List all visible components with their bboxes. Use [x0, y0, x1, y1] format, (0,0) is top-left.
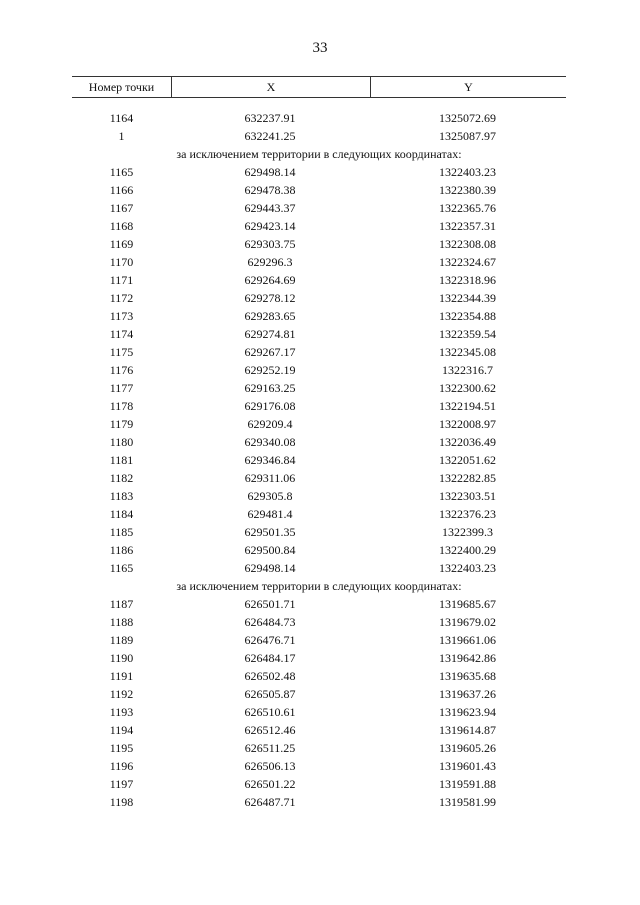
table-row: [72, 613, 566, 631]
x-coordinate-cell: 629278.12: [244, 291, 296, 305]
x-coordinate-cell: 629296.3: [247, 255, 293, 269]
point-number-cell: 1191: [109, 669, 134, 683]
point-number-cell: 1172: [109, 291, 134, 305]
table-row: [72, 595, 566, 613]
point-number-cell: 1: [118, 129, 125, 143]
y-coordinate-cell: 1325072.69: [439, 111, 496, 125]
y-coordinate-cell: 1322376.23: [439, 507, 496, 521]
y-coordinate-cell: 1322400.29: [439, 543, 496, 557]
x-coordinate-cell: 629423.14: [244, 219, 296, 233]
y-coordinate-cell: 1319623.94: [439, 705, 496, 719]
x-coordinate-cell: 629501.35: [244, 525, 296, 539]
x-coordinate-cell: 629311.06: [244, 471, 296, 485]
y-coordinate-cell: 1322316.7: [442, 363, 493, 377]
table-row: [72, 343, 566, 361]
y-coordinate-cell: 1319614.87: [439, 723, 496, 737]
y-coordinate-cell: 1322380.39: [439, 183, 496, 197]
y-coordinate-cell: 1319685.67: [439, 597, 496, 611]
y-coordinate-cell: 1322194.51: [439, 399, 496, 413]
y-coordinate-cell: 1319591.88: [439, 777, 496, 791]
x-coordinate-cell: 626501.71: [244, 597, 296, 611]
table-row: [72, 685, 566, 703]
x-coordinate-cell: 629283.65: [244, 309, 296, 323]
point-number-cell: 1185: [109, 525, 134, 539]
point-number-cell: 1175: [109, 345, 134, 359]
x-coordinate-cell: 629267.17: [244, 345, 296, 359]
x-coordinate-cell: 626476.71: [244, 633, 296, 647]
column-header-x: X: [172, 77, 371, 97]
table-row: [72, 325, 566, 343]
point-number-cell: 1196: [109, 759, 134, 773]
x-coordinate-cell: 626506.13: [244, 759, 296, 773]
point-number-cell: 1164: [109, 111, 134, 125]
point-number-cell: 1186: [109, 543, 134, 557]
table-row: [72, 667, 566, 685]
table-row: [72, 127, 566, 145]
y-coordinate-cell: 1322403.23: [439, 561, 496, 575]
point-number-cell: 1177: [109, 381, 134, 395]
point-number-cell: 1188: [109, 615, 134, 629]
y-coordinate-cell: 1322300.62: [439, 381, 496, 395]
table-row: [72, 271, 566, 289]
table-row: [72, 163, 566, 181]
point-number-cell: 1176: [109, 363, 134, 377]
table-row: [72, 487, 566, 505]
y-coordinate-cell: 1322308.08: [439, 237, 496, 251]
table-row: [72, 181, 566, 199]
point-number-cell: 1173: [109, 309, 134, 323]
y-coordinate-cell: 1319661.06: [439, 633, 496, 647]
x-coordinate-cell: 626487.71: [244, 795, 296, 809]
y-coordinate-cell: 1322357.31: [439, 219, 496, 233]
table-row: [72, 217, 566, 235]
x-coordinate-cell: 626511.25: [244, 741, 296, 755]
x-coordinate-cell: 629176.08: [244, 399, 296, 413]
table-row: [72, 361, 566, 379]
table-row: [72, 775, 566, 793]
y-coordinate-cell: 1322359.54: [439, 327, 496, 341]
point-number-cell: 1184: [109, 507, 134, 521]
y-coordinate-cell: 1319581.99: [439, 795, 496, 809]
table-row: [72, 649, 566, 667]
y-coordinate-cell: 1322403.23: [439, 165, 496, 179]
x-coordinate-cell: 629443.37: [244, 201, 296, 215]
table-row: [72, 721, 566, 739]
y-coordinate-cell: 1322399.3: [442, 525, 493, 539]
y-coordinate-cell: 1319601.43: [439, 759, 496, 773]
x-coordinate-cell: 629498.14: [244, 561, 296, 575]
y-coordinate-cell: 1325087.97: [439, 129, 496, 143]
x-coordinate-cell: 632237.91: [244, 111, 296, 125]
table-row: [72, 253, 566, 271]
table-row: [72, 379, 566, 397]
x-coordinate-cell: 626505.87: [244, 687, 296, 701]
point-number-cell: 1182: [109, 471, 134, 485]
x-coordinate-cell: 626510.61: [244, 705, 296, 719]
point-number-cell: 1174: [109, 327, 134, 341]
x-coordinate-cell: 629252.19: [244, 363, 296, 377]
table-row: [72, 469, 566, 487]
point-number-cell: 1169: [109, 237, 134, 251]
point-number-cell: 1183: [109, 489, 134, 503]
y-coordinate-cell: 1322282.85: [439, 471, 496, 485]
point-number-cell: 1179: [109, 417, 134, 431]
point-number-cell: 1178: [109, 399, 134, 413]
point-number-cell: 1189: [109, 633, 134, 647]
point-number-cell: 1170: [109, 255, 134, 269]
column-header-y: Y: [464, 80, 473, 94]
column-header-point-number: Номер точки: [72, 77, 172, 97]
table-row: [72, 307, 566, 325]
y-coordinate-cell: 1322008.97: [439, 417, 496, 431]
y-coordinate-cell: 1319605.26: [439, 741, 496, 755]
point-number-cell: 1194: [109, 723, 134, 737]
x-coordinate-cell: 626484.17: [244, 651, 296, 665]
y-coordinate-cell: 1322051.62: [439, 453, 496, 467]
point-number-cell: 1192: [109, 687, 134, 701]
point-number-cell: 1171: [109, 273, 134, 287]
table-row: [72, 793, 566, 811]
point-number-cell: 1187: [109, 597, 134, 611]
table-body: [72, 109, 566, 811]
y-coordinate-cell: 1322345.08: [439, 345, 496, 359]
table-row: [72, 451, 566, 469]
exclusion-note: за исключением территории в следующих координатах:: [176, 579, 462, 593]
point-number-cell: 1195: [109, 741, 134, 755]
y-coordinate-cell: 1319679.02: [439, 615, 496, 629]
x-coordinate-cell: 629305.8: [247, 489, 293, 503]
exclusion-note: за исключением территории в следующих координатах:: [176, 147, 462, 161]
x-coordinate-cell: 629340.08: [244, 435, 296, 449]
x-coordinate-cell: 629500.84: [244, 543, 296, 557]
x-coordinate-cell: 629209.4: [247, 417, 293, 431]
x-coordinate-cell: 629478.38: [244, 183, 296, 197]
point-number-cell: 1198: [109, 795, 134, 809]
point-number-cell: 1190: [109, 651, 134, 665]
x-coordinate-cell: 629346.84: [244, 453, 296, 467]
y-coordinate-cell: 1322036.49: [439, 435, 496, 449]
point-number-cell: 1165: [109, 561, 134, 575]
point-number-cell: 1167: [109, 201, 134, 215]
y-coordinate-cell: 1319635.68: [439, 669, 496, 683]
x-coordinate-cell: 629274.81: [244, 327, 296, 341]
x-coordinate-cell: 626512.46: [244, 723, 296, 737]
table-row: [72, 235, 566, 253]
point-number-cell: 1166: [109, 183, 134, 197]
table-row: [72, 523, 566, 541]
table-row: [72, 109, 566, 127]
table-row: [72, 397, 566, 415]
x-coordinate-cell: 626484.73: [244, 615, 296, 629]
table-header: [72, 76, 566, 98]
table-row: [72, 541, 566, 559]
y-coordinate-cell: 1322303.51: [439, 489, 496, 503]
table-row: [72, 559, 566, 577]
y-coordinate-cell: 1319642.86: [439, 651, 496, 665]
x-coordinate-cell: 629264.69: [244, 273, 296, 287]
table-row: [72, 757, 566, 775]
table-row: [72, 415, 566, 433]
y-coordinate-cell: 1322365.76: [439, 201, 496, 215]
y-coordinate-cell: 1319637.26: [439, 687, 496, 701]
x-coordinate-cell: 632241.25: [244, 129, 296, 143]
table-row: [72, 739, 566, 757]
table-row: [72, 703, 566, 721]
point-number-cell: 1181: [109, 453, 134, 467]
table-note-row: [72, 145, 566, 163]
point-number-cell: 1165: [109, 165, 134, 179]
table-row: [72, 199, 566, 217]
x-coordinate-cell: 629163.25: [244, 381, 296, 395]
x-coordinate-cell: 629303.75: [244, 237, 296, 251]
table-note-row: [72, 577, 566, 595]
table-row: [72, 631, 566, 649]
table-row: [72, 289, 566, 307]
y-coordinate-cell: 1322354.88: [439, 309, 496, 323]
page-number: 33: [312, 40, 328, 56]
point-number-cell: 1193: [109, 705, 134, 719]
x-coordinate-cell: 629498.14: [244, 165, 296, 179]
y-coordinate-cell: 1322344.39: [439, 291, 496, 305]
x-coordinate-cell: 629481.4: [247, 507, 293, 521]
point-number-cell: 1180: [109, 435, 134, 449]
y-coordinate-cell: 1322324.67: [439, 255, 496, 269]
table-row: [72, 433, 566, 451]
x-coordinate-cell: 626502.48: [244, 669, 296, 683]
point-number-cell: 1197: [109, 777, 134, 791]
y-coordinate-cell: 1322318.96: [439, 273, 496, 287]
x-coordinate-cell: 626501.22: [244, 777, 296, 791]
point-number-cell: 1168: [109, 219, 134, 233]
table-row: [72, 505, 566, 523]
